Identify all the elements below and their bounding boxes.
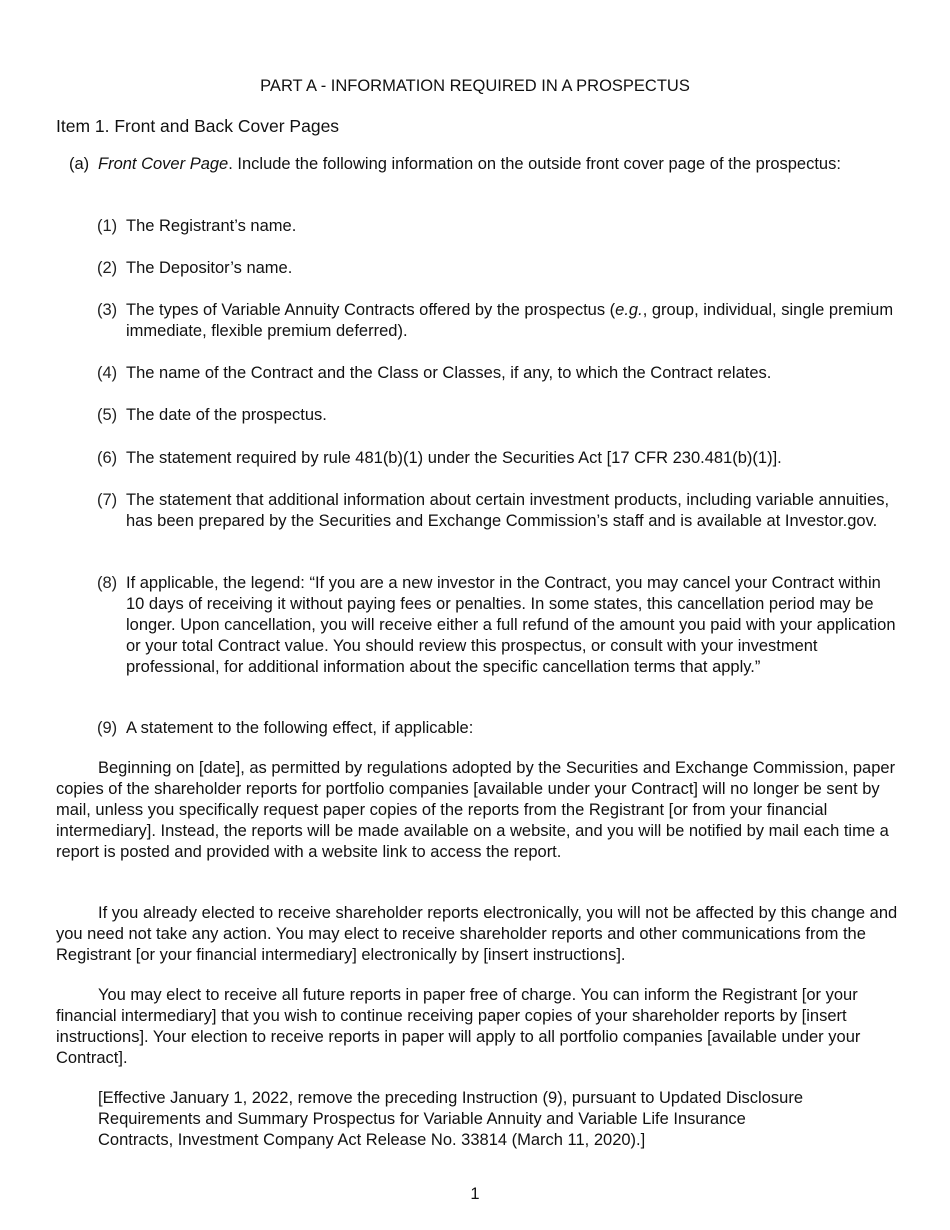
item-heading: Item 1. Front and Back Cover Pages [56,116,340,136]
list-item-1 [97,216,897,237]
list-item-number: (6) [97,449,118,467]
list-item-number: (8) [97,574,118,592]
list-item-7 [97,490,897,532]
list-item-4 [97,363,897,384]
list-item-number: (7) [97,491,118,509]
paragraph-a-label: (a) [69,155,90,173]
page-title: PART A - INFORMATION REQUIRED IN A PROSPECTUS [260,77,690,95]
statement-paragraph-2: If you already elected to receive shareholder reports electronically, you will not be affected by this change and you need not take any action. You may elect to receive shareholder reports and other communications from the Registrant [or your financial intermediary] electronically by [insert instructions]. [56,904,898,964]
list-item-5 [97,405,897,426]
list-item-9 [97,718,897,739]
page-number: 1 [470,1185,480,1203]
statement-paragraph-3: You may elect to receive all future reports in paper free of charge. You can inform the Registrant [or your financial intermediary] that you wish to continue receiving paper copies of your shareholder reports by [insert instructions]. Your election to receive reports in paper will apply to all portfolio companies [available under your Contract]. [56,986,861,1067]
list-item-text: The Registrant’s name. [126,217,297,235]
effective-note: [Effective January 1, 2022, remove the preceding Instruction (9), pursuant to Updated Disclosure Requirements and Summary Prospectus for Variable Annuity and Variable Life Insurance Contracts, Investment Company Act Release No. 33814 (March 11, 2020).] [98,1089,803,1149]
paragraph-a-text [98,154,896,175]
list-item-text: The date of the prospectus. [126,406,327,424]
list-item-text [126,300,897,342]
list-item-text: The statement required by rule 481(b)(1) under the Securities Act [17 CFR 230.481(b)(1)]. [126,449,782,467]
list-item-text-post: , group, individual, single premium immediate, flexible premium deferred). [126,301,894,340]
list-item-number: (2) [97,259,118,277]
list-item-number: (5) [97,406,118,424]
list-item-number: (1) [97,217,118,235]
list-item-text-pre: The types of Variable Annuity Contracts offered by the prospectus ( [126,301,616,319]
list-item-text: The Depositor’s name. [126,259,293,277]
list-item-6 [97,448,897,469]
list-item-3 [97,300,897,342]
list-item-8 [97,573,897,678]
paragraph-a [56,154,896,175]
list-item-2 [97,258,897,279]
list-item-text: If applicable, the legend: “If you are a new investor in the Contract, you may cancel your Contract within 10 days of receiving it without paying fees or penalties. In some states, this cancellation period may be longer. Upon cancellation, you will receive either a full refund of the amount you paid with your application or your total Contract value. You should review this prospectus, or consult with your investment professional, for additional information about the specific cancellation terms that apply.” [126,574,896,676]
list-item-text: A statement to the following effect, if applicable: [126,719,474,737]
list-item-number: (3) [97,301,118,319]
paragraph-a-lead-italic: Front Cover Page [98,155,229,173]
list-item-text: The name of the Contract and the Class or Classes, if any, to which the Contract relates. [126,364,772,382]
list-item-text-italic: e.g. [615,301,643,319]
paragraph-a-lead-rest: . Include the following information on the outside front cover page of the prospectus: [228,155,841,173]
list-item-number: (4) [97,364,118,382]
list-item-text: The statement that additional information about certain investment products, including variable annuities, has been prepared by the Securities and Exchange Commission’s staff and is available at Investor.gov. [126,491,890,530]
list-item-number: (9) [97,719,118,737]
statement-paragraph-1: Beginning on [date], as permitted by regulations adopted by the Securities and Exchange Commission, paper copies of the shareholder reports for portfolio companies [available under your Contract] will no longer be sent by mail, unless you specifically request paper copies of the reports from the Registrant [or from your financial intermediary]. Instead, the reports will be made available on a website, and you will be notified by mail each time a report is posted and provided with a website link to access the report. [56,759,896,861]
